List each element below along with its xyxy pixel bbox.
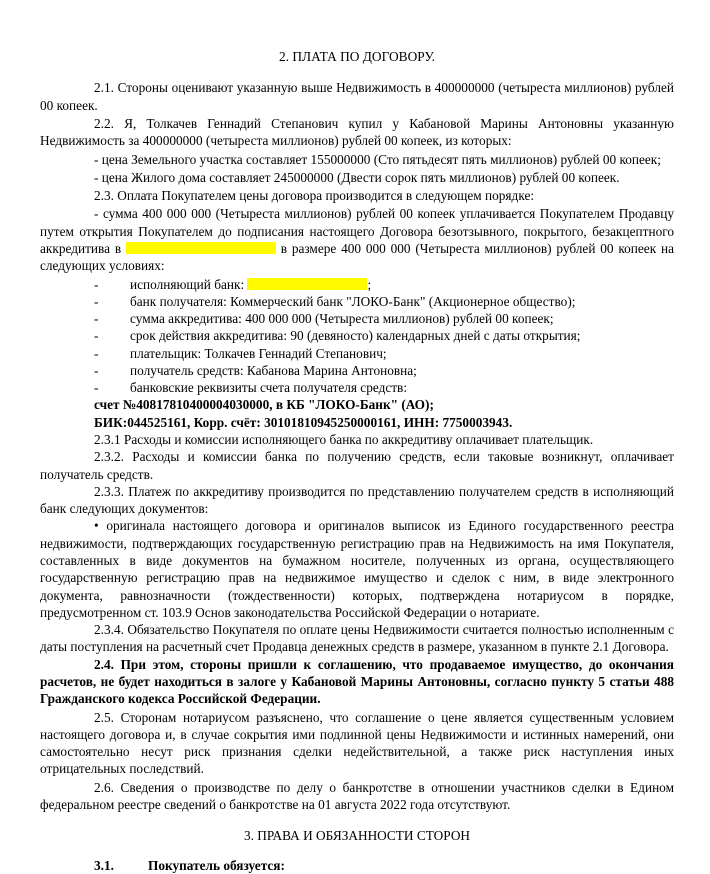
list-item <box>40 293 674 310</box>
list-item <box>40 362 674 379</box>
clause-2-4: 2.4. При этом, стороны пришли к соглашению, что продаваемое имущество, до окончания расчетов, не будет находиться в залоге у Кабановой Марины Антоновны, согласно пункту 5 статьи 488 Гражданского кодекса Российской Федерации. <box>40 656 674 707</box>
list-item <box>40 276 674 293</box>
list-item <box>40 345 674 362</box>
clause-3-1-text: Покупатель обязуется: <box>148 857 285 873</box>
clause-2-3-2: 2.3.2. Расходы и комиссии банка по получению средств, если таковые возникнут, оплачивает получатель средств. <box>40 449 674 482</box>
clause-2-2: 2.2. Я, Толкачев Геннадий Степанович купил у Кабановой Марины Антоновны указанную Недвижимость за 400000000 (четыреста миллионов) рублей 00 копеек, из которых: <box>40 115 674 149</box>
clause-3-1-number: 3.1. <box>94 857 114 873</box>
clause-2-3-1: 2.3.1 Расходы и комиссии исполняющего банка по аккредитиву оплачивает плательщик. <box>94 432 594 448</box>
list-item-text: получатель средств: Кабанова Марина Антоновна; <box>130 362 417 378</box>
list-item <box>40 327 674 344</box>
clause-2-3-4: 2.3.4. Обязательство Покупателя по оплате цены Недвижимости считается полностью исполненным с даты поступления на расчетный счет Продавца денежных средств в размере, указанном в пункте 2.1 Договора. <box>40 622 674 655</box>
bank-name-highlight-field[interactable] <box>126 242 276 254</box>
clause-2-3-amount-part1: - сумма 400 000 000 (Четыреста миллионов) рублей 00 копеек уплачивается Покупателем Продавцу путем открытия Покупателем до подписания настоящего Договора безотзывного, покрытого, безакцептного аккредитива в <box>40 206 674 256</box>
list-dash-marker: - <box>94 345 99 361</box>
clause-2-5: 2.5. Сторонам нотариусом разъяснено, что соглашение о цене является существенным условием настоящего договора и, в случае сокрытия ими подлинной цены Недвижимости и истинных намерений, они самостоятельно несут риск признания сделки недействительной, а также риск наступления иных отрицательных последствий. <box>40 709 674 777</box>
clause-2-3: 2.3. Оплата Покупателем цены договора производится в следующем порядке: <box>94 188 535 204</box>
list-item-text <box>130 276 674 293</box>
list-dash-marker: - <box>94 311 99 327</box>
bank-identifier-line: БИК:044525161, Корр. счёт: 30101810945250000161, ИНН: 7750003943. <box>94 414 513 430</box>
list-item <box>40 310 674 327</box>
clause-3-1 <box>40 857 674 874</box>
list-dash-marker: - <box>94 362 99 378</box>
list-item-text: плательщик: Толкачев Геннадий Степанович; <box>130 345 387 361</box>
section-3-title: 3. ПРАВА И ОБЯЗАННОСТИ СТОРОН <box>243 828 471 844</box>
executing-bank-label: исполняющий банк: <box>130 276 245 292</box>
clause-2-6: 2.6. Сведения о производстве по делу о банкротстве в отношении участников сделки в Едином федеральном реестре сведений о банкротстве на 01 августа 2022 года отсутствуют. <box>40 779 674 812</box>
list-dash-marker: - <box>94 328 99 344</box>
list-item <box>40 379 674 396</box>
clause-2-3-3-bullet: • оригинала настоящего договора и оригиналов выписок из Единого государственного реестра недвижимости, подтверждающих государственную регистрацию прав на Недвижимость на имя Покупателя, составленных в виде документов на бумажном носителе, полученных из органа, осуществляющего государственную регистрацию прав на недвижимое имущество и сделок с ним, в виде электронного документа, равнозначности (тождественности) которых, подтверждена нотариусом в порядке, предусмотренном ст. 103.9 Основ законодательства Российской Федерации о нотариате. <box>40 518 674 620</box>
account-number-line: счет №40817810400004030000, в КБ "ЛОКО-Банк" (АО); <box>94 397 434 413</box>
executing-bank-highlight-field[interactable] <box>247 278 367 290</box>
clause-2-1: 2.1. Стороны оценивают указанную выше Недвижимость в 400000000 (четыреста миллионов) рублей 00 копеек. <box>40 80 674 113</box>
list-item-text: сумма аккредитива: 400 000 000 (Четыреста миллионов) рублей 00 копеек; <box>130 311 554 327</box>
list-dash-marker: - <box>94 293 99 309</box>
clause-2-2-dash-1: - цена Земельного участка составляет 155000000 (Сто пятьдесят пять миллионов) рублей 00 копеек; <box>94 151 661 167</box>
list-dash-marker: - <box>94 380 99 396</box>
section-2-title: 2. ПЛАТА ПО ДОГОВОРУ. <box>278 49 436 64</box>
clause-2-3-amount <box>40 205 674 274</box>
list-item-text: банк получателя: Коммерческий банк "ЛОКО-Банк" (Акционерное общество); <box>130 293 576 309</box>
clause-2-2-dash-2: - цена Жилого дома составляет 245000000 (Двести сорок пять миллионов) рублей 00 копеек. <box>94 169 620 185</box>
clause-2-3-amount-part2: в размере 400 000 000 (Четыреста миллионов) рублей 00 копеек на следующих условиях: <box>40 240 674 274</box>
list-item-text: банковские реквизиты счета получателя средств: <box>130 380 408 396</box>
list-dash-marker: - <box>94 276 99 292</box>
executing-bank-tail: ; <box>367 276 372 292</box>
list-item-text: срок действия аккредитива: 90 (девяносто) календарных дней с даты открытия; <box>130 328 581 344</box>
clause-2-3-3: 2.3.3. Платеж по аккредитиву производится по представлению получателем средств в исполняющий банк следующих документов: <box>40 483 674 517</box>
